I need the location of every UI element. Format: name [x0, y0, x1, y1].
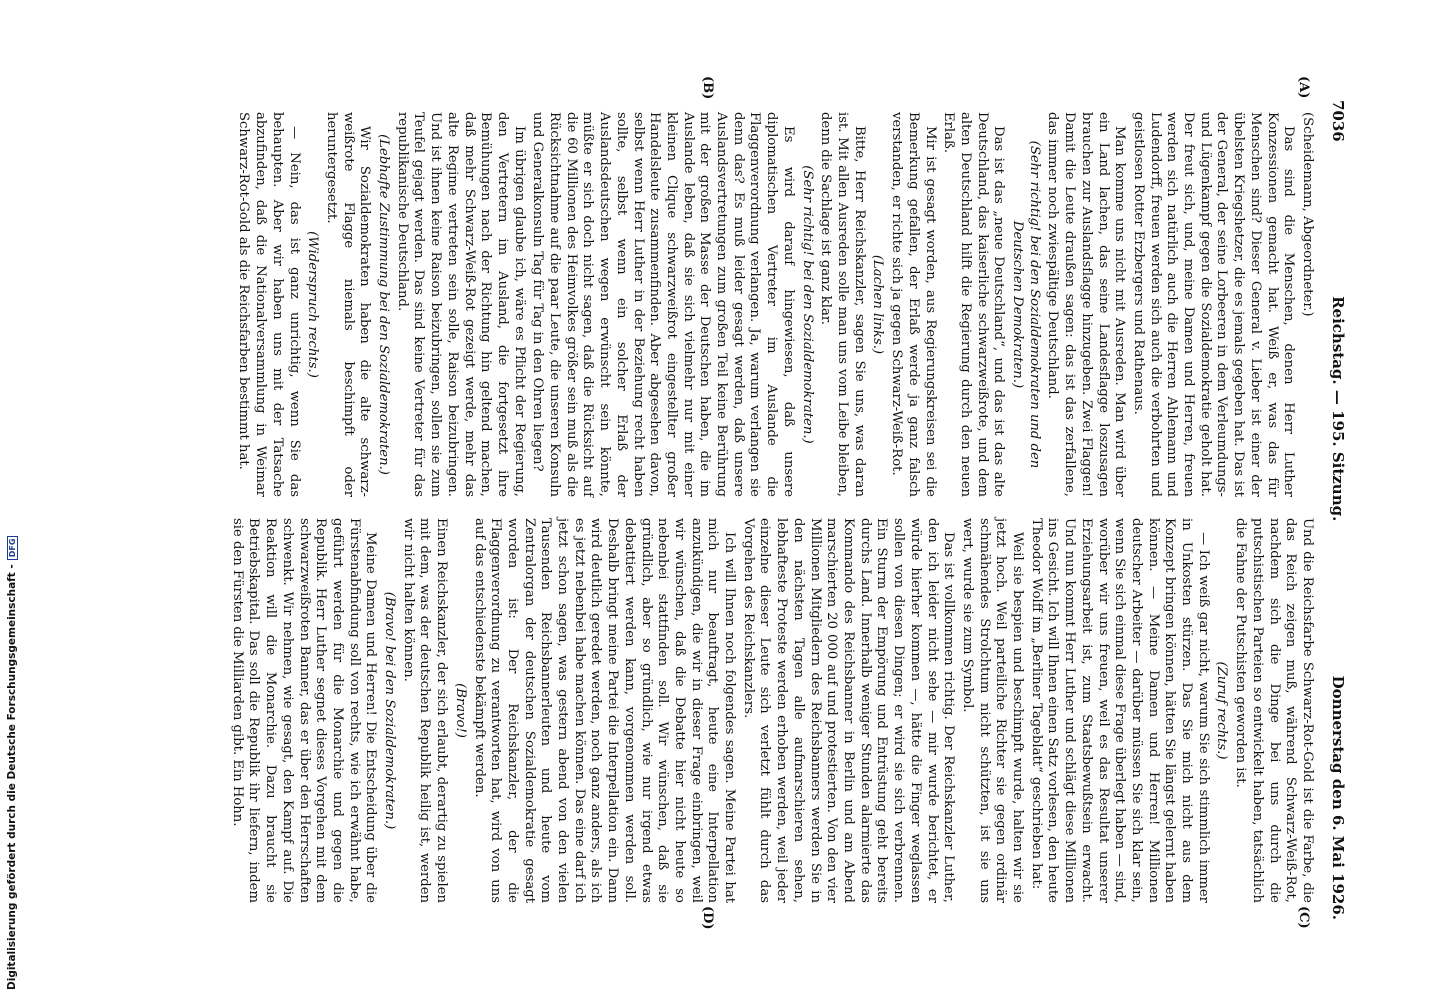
- page-number: 7036: [1329, 100, 1347, 142]
- margin-marker-c: (C): [1296, 906, 1311, 929]
- right-column-paragraph: (Bravo! bei den Sozialdemokraten.): [382, 591, 398, 830]
- left-column-paragraph: Das ist das „neue Deutschland“, und das ist das alte Deutschland, das kaiserliche schwarzweißrote, und dem alten Deutschland hilft die Regierung durch den neuen Erlaß.: [941, 112, 1007, 497]
- right-column-paragraph: Das ist vollkommen richtig. Der Reichskanzler Luther, den ich leider nicht sehe — mir wurde berichtet, er würde hierher kommen —, hätte die Finger weglassen sollen von diesen Dingen; er wird sie sich verbrennen. Ein Sturm der Empörung und Entrüstung geht bereits durchs Land. Innerhalb weniger Stunden alarmierte das Kommando des Reichsbanner in Berlin und am Abend marschierten 20 000 auf und protestierten. Von den vier Millionen Mitgliedern des Reichsbanners werden Sie in den nächsten Tagen alle aufmarschieren sehen, lebhafteste Proteste werden erhoben werden, weil jeder einzelne dieser Leute sich verletzt fühlt durch das Vorgehen des Reichskanzlers.: [740, 518, 957, 903]
- page-title: Reichstag. — 195. Sitzung.: [1329, 296, 1347, 522]
- page-header: [1321, 100, 1355, 920]
- left-column-paragraph: — Nein, das ist ganz unrichtig, wenn Sie das behaupten. Aber wir haben uns mit der Tatsache abzufinden, daß die Nationalversammlung in Weimar Schwarz-Rot-Gold als die Reichsfarben bestimmt hat.: [236, 112, 302, 497]
- left-column-paragraph: (Sehr richtig! bei den Sozialdemokraten.): [799, 165, 815, 444]
- right-column-paragraph: — Ich weiß gar nicht, warum Sie sich stimmlich immer in Unkosten stürzen. Das Sie mich nicht aus dem Konzept bringen können, hätten Sie längst gelernt haben können. — Meine Damen und Herren! Millionen deutscher Arbeiter — darüber müssen Sie sich klar sein, wenn Sie sich einmal diese Frage überlegt haben — sind, worüber wir uns freuen, weil es das Resultat unserer Erziehungsarbeit ist, zum Staatsbewußtsein erwacht. Und nun kommt Herr Luther und schlägt diese Millionen ins Gesicht. Ich will Ihnen einen Satz vorlesen, den heute Theodor Wolff im „Berliner Tageblatt“ geschrieben hat:: [1028, 518, 1211, 903]
- rotated-page-content: [125, 76, 1355, 930]
- left-column-paragraph: (Sehr richtig! bei den Sozialdemokraten und den Deutschen Demokraten.): [1010, 140, 1042, 469]
- margin-marker-b: (B): [700, 76, 715, 100]
- left-column-paragraph: Im übrigen glaube ich, wäre es Pflicht der Regierung, den Vertretern im Ausland, die fortgesetzt ihre Bemühungen nach der Richtung hin geltend machen, daß mehr Schwarz-Weiß-Rot gezeigt werde, mehr das alte Regime vertreten sein solle, Raison beizubringen. Und ist ihnen keine Raison beizubringen, sollen sie zum Teufel gejagt werden. Das sind keine Vertreter für das republikanische Deutschland.: [394, 112, 527, 497]
- right-column-paragraph: Meine Damen und Herren! Die Entscheidung über die Fürstenabfindung soll von rechts, wie ich erwähnt habe, geführt werden für die Monarchie und gegen die Republik. Herr Luther segnet dieses Vorgehen mit dem schwarzweißroten Banner, das er über den Herrschaften schwenkt. Wir nehmen, wie gesagt, den Kampf auf. Die Reaktion will die Monarchie. Dazu braucht sie Betriebskapital. Das soll die Republik ihr liefern, indem sie den Fürsten die Milliarden gibt. Ein Hohn.: [229, 518, 379, 903]
- right-column-paragraph: Weil sie bespien und beschimpft wurde, halten wir sie jetzt hoch. Weil parteiliche Richter sie gegen ordinär schmähendes Strolchtum nicht schützten, ist sie uns wert, wurde sie zum Symbol.: [959, 518, 1026, 903]
- right-column-paragraph: Ich will Ihnen noch folgendes sagen. Meine Partei hat mich nur beauftragt, heute eine Interpellation anzukündigen, die wir in dieser Frage einbringen, weil wir wünschen, daß die Debatte hier nicht heute so nebenbei stattfinden soll. Wir wünschen, daß sie gründlich, aber so gründlich, wie nur irgend etwas debattiert werden kann, vorgenommen werden soll. Deshalb bringt meine Partei die Interpellation ein. Dann wird deutlich geredet werden, noch ganz anders, als ich es jetzt nebenbei habe machen können. Das eine darf ich jetzt schon sagen, was gestern abend von den vielen Tausenden Reichsbannerleuten und heute vom Zentralorgan der deutschen Sozialdemokratie gesagt worden ist: Der Reichskanzler, der die Flaggenverordnung zu verantworten hat, wird von uns auf das entschiedenste bekämpft werden.: [471, 518, 738, 903]
- left-column-paragraph: (Widerspruch rechts.): [305, 231, 321, 378]
- left-column-paragraph: Bitte, Herr Reichskanzler, sagen Sie uns, was daran ist. Mit allen Ausreden solle man uns vom Leibe bleiben, denn die Sachlage ist ganz klar.: [818, 112, 867, 497]
- left-column-paragraph: Mir ist gesagt worden, aus Regierungskreisen sei die Bemerkung gefallen, der Erlaß werde ja ganz falsch verstanden, er richte sich ja gegen Schwarz-Weiß-Rot.: [889, 112, 938, 497]
- footer-credit: [6, 120, 24, 990]
- right-column-paragraph: Einen Reichskanzler, der sich erlaubt, derartig zu spielen mit dem, was der deutschen Republik heilig ist, werden wir nicht halten können.: [400, 518, 450, 903]
- left-column-paragraph: Wir Sozialdemokraten haben die alte schwarz-weißrote Flagge niemals beschimpft oder heruntergesetzt.: [323, 112, 373, 497]
- footer-text-line: [6, 120, 18, 990]
- left-column-paragraph: Man komme uns nicht mit Ausreden. Man wird über ein Land lachen, das seine Landesflagge loszusagen brauchen zur Auslandsflagge hinzugeben. Zwei Flaggen! Damit die Leute draußen sagen: das ist das zerfallene, das immer noch zwiespältige Deutschland.: [1045, 112, 1128, 497]
- left-column-paragraph: (Lachen links.): [870, 254, 886, 355]
- left-column: [233, 112, 1315, 497]
- left-column-paragraph: (Scheidemann, Abgeordneter.): [1300, 112, 1315, 317]
- page-date: Donnerstag den 6. Mai 1926.: [1329, 675, 1347, 920]
- right-column-paragraph: (Zuruf rechts.): [1214, 661, 1230, 760]
- left-column-paragraph: Es wird darauf hingewiesen, daß unsere diplomatischen Vertreter im Auslande die Flaggenverordnung verlangen. Ja, warum verlangen sie denn das? Es muß leider gesagt werden, daß unsere Auslandsvertretungen zum großen Teil keine Berührung mit der großen Masse der Deutschen haben, die im Auslande leben, daß sie sich vielmehr nur mit einer kleinen Clique schwarzweißrot eingestellter großer Handelsleute zusammenfinden. Aber abgesehen davon, selbst wenn Herr Luther in der Beziehung recht haben sollte, selbst wenn ein solcher Erlaß der Auslandsdeutschen wegen erwünscht sein könnte, müßte er sich doch nicht sagen, daß die Rücksicht auf die 60 Millionen des Heimvolkes größer sein muß als die Rücksichtnahme auf die paar Leute, die unseren Konsuln und Generalkonsuln Tag für Tag in den Ohren liegen?: [530, 112, 796, 497]
- right-column-paragraph: Und die Reichsfarbe Schwarz-Rot-Gold ist die Farbe, die das Reich zeigen muß, während Schwarz-Weiß-Rot, nachdem sich die Dinge bei uns durch die putschistischen Parteien so entwickelt haben, tatsächlich die Fahne der Putschisten geworden ist.: [1233, 518, 1315, 903]
- margin-marker-d: (D): [700, 906, 715, 930]
- left-column-paragraph: Das sind die Menschen, denen Herr Luther Konzessionen gemacht hat. Weiß er, was das für Menschen sind? Dieser General v. Lieber ist einer der übelsten Kriegshetzer, die es jemals gegeben hat. Das ist der General, der seine Lorbeeren in dem Verleumdungs- und Lügenkampf gegen die Sozialdemokratie geholt hat. Der freut sich, und, meine Damen und Herren, freuen werden sich natürlich auch die Herren Ahlemann und Ludendorff, freuen werden sich auch die verbohrten und geistlosen Rotter Erzbergers und Rathenaus.: [1130, 112, 1297, 497]
- left-column-paragraph: (Lebhafte Zustimmung bei den Sozialdemokraten.): [376, 134, 392, 475]
- footer-text: Digitalisierung gefördert durch die Deutsche Forschungsgemeinschaft -: [6, 564, 18, 990]
- right-column: [226, 518, 1315, 903]
- dfg-logo: DFG: [7, 536, 18, 561]
- margin-marker-a: (A): [1296, 76, 1311, 99]
- right-column-paragraph: (Bravo!): [452, 683, 468, 738]
